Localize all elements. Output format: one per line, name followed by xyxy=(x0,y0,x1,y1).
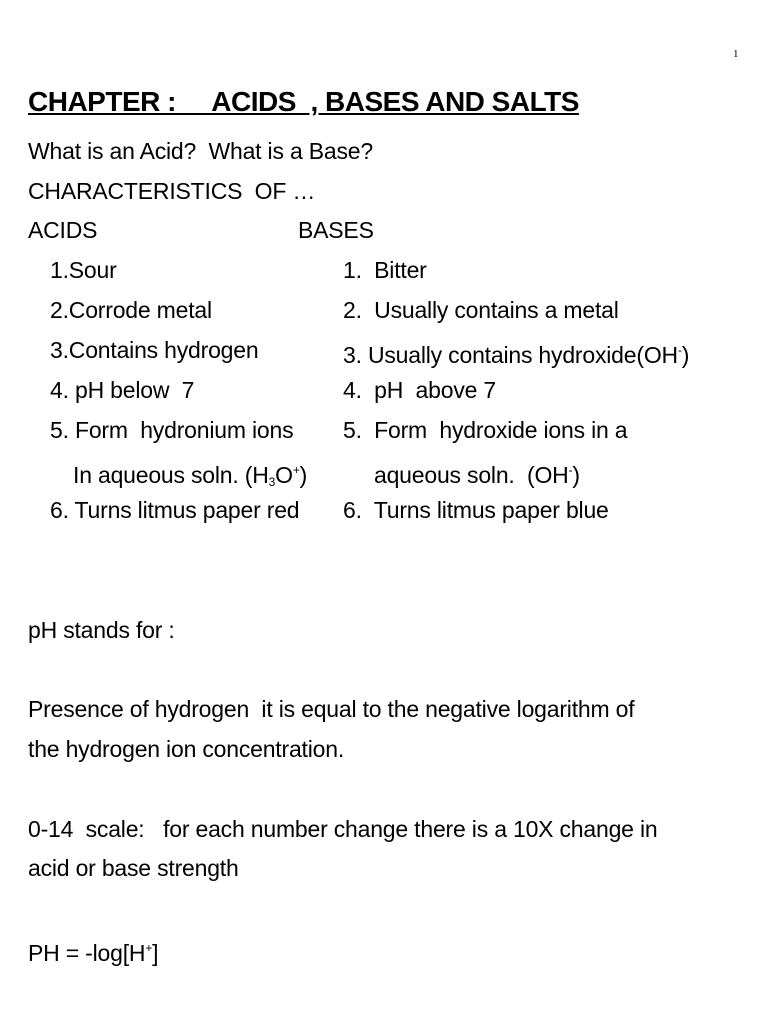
acid-item-5-continued xyxy=(73,456,307,496)
h3o-oxygen: O xyxy=(275,462,293,488)
hydroxide-superscript: - xyxy=(677,343,682,357)
acid-item-1: 1.Sour xyxy=(50,257,117,283)
acid-item-3: 3.Contains hydrogen xyxy=(50,337,259,363)
hydroxide-close: ) xyxy=(681,342,690,368)
oh-close: ) xyxy=(572,462,580,488)
bases-heading: BASES xyxy=(298,217,374,243)
ph-formula xyxy=(28,934,158,967)
formula-close: ] xyxy=(152,940,159,966)
acid-item-5: 5. Form hydronium ions xyxy=(50,417,294,443)
acids-heading: ACIDS xyxy=(28,217,98,243)
base-hydroxide-text: 3. Usually contains hydroxide(OH xyxy=(343,342,678,368)
intro-question: What is an Acid? What is a Base? xyxy=(28,138,373,164)
oh-superscript: - xyxy=(568,463,573,477)
acid-aqueous-text: In aqueous soln. (H xyxy=(73,462,269,488)
base-aqueous-text: aqueous soln. (OH xyxy=(374,462,569,488)
formula-text: PH = -log[H xyxy=(28,940,146,966)
ph-stands-for: pH stands for : xyxy=(28,617,175,643)
base-item-5-continued xyxy=(374,456,580,489)
page-number: 1 xyxy=(733,48,739,60)
presence-line-2: the hydrogen ion concentration. xyxy=(28,736,345,762)
base-item-6: 6. Turns litmus paper blue xyxy=(343,497,609,523)
presence-line-1: Presence of hydrogen it is equal to the negative logarithm of xyxy=(28,696,635,722)
acid-item-6: 6. Turns litmus paper red xyxy=(50,497,300,523)
base-item-4: 4. pH above 7 xyxy=(343,377,496,403)
base-item-2: 2. Usually contains a metal xyxy=(343,297,619,323)
acid-item-2: 2.Corrode metal xyxy=(50,297,212,323)
base-item-5: 5. Form hydroxide ions in a xyxy=(343,417,628,443)
characteristics-heading: CHARACTERISTICS OF … xyxy=(28,178,316,204)
h3o-close: ) xyxy=(299,462,308,488)
h3o-subscript: 3 xyxy=(268,475,276,489)
acid-item-4: 4. pH below 7 xyxy=(50,377,195,403)
base-item-1: 1. Bitter xyxy=(343,257,427,283)
chapter-title: CHAPTER : ACIDS , BASES AND SALTS xyxy=(28,86,579,117)
scale-line-2: acid or base strength xyxy=(28,855,239,881)
h3o-superscript: + xyxy=(292,463,300,477)
formula-superscript: + xyxy=(145,941,153,955)
scale-line-1: 0-14 scale: for each number change there is a 10X change in xyxy=(28,816,658,842)
base-item-3 xyxy=(343,336,689,369)
